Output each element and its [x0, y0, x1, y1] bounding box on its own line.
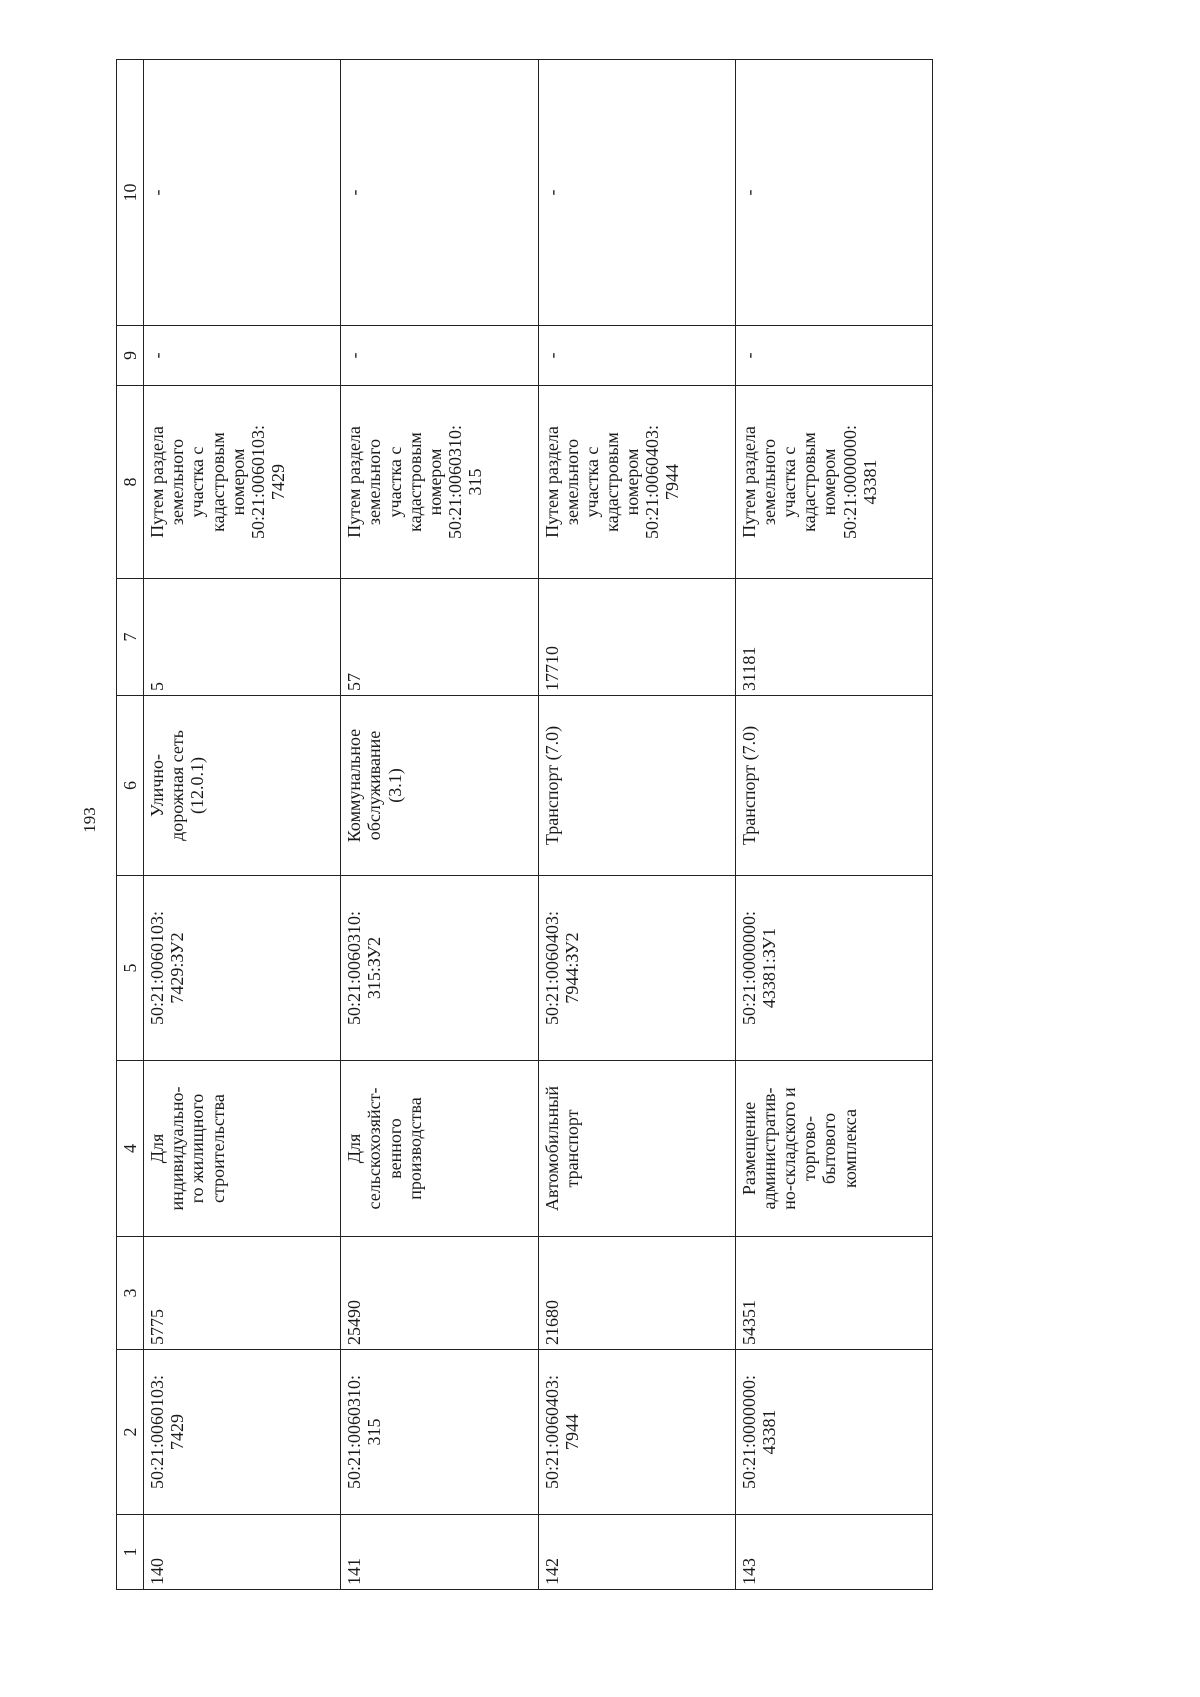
permitted-use-cell: Для индивидуально- го жилищного строительства — [144, 1061, 341, 1237]
use-type-cell: Транспорт (7.0) — [538, 696, 735, 876]
column-9-cell: - — [538, 326, 735, 386]
table-row — [735, 60, 932, 1590]
column-10-cell: - — [735, 60, 932, 326]
cadastral-number-cell: 50:21:0060310: 315 — [341, 1350, 538, 1515]
area-cell: 5775 — [144, 1237, 341, 1350]
header-cell: 8 — [117, 386, 144, 579]
new-area-cell: 5 — [144, 579, 341, 696]
permitted-use-cell: Автомобильный транспорт — [538, 1061, 735, 1237]
table-row — [144, 60, 341, 1590]
column-10-cell: - — [538, 60, 735, 326]
cadastral-number-cell: 50:21:0000000: 43381 — [735, 1350, 932, 1515]
header-cell: 10 — [117, 60, 144, 326]
header-cell: 3 — [117, 1237, 144, 1350]
column-9-cell: - — [341, 326, 538, 386]
header-cell: 2 — [117, 1350, 144, 1515]
new-area-cell: 57 — [341, 579, 538, 696]
use-type-cell: Улично- дорожная сеть (12.0.1) — [144, 696, 341, 876]
header-cell: 9 — [117, 326, 144, 386]
new-area-cell: 31181 — [735, 579, 932, 696]
header-cell: 4 — [117, 1061, 144, 1237]
land-plot-table — [116, 59, 933, 1590]
area-cell: 25490 — [341, 1237, 538, 1350]
row-number-cell: 142 — [538, 1515, 735, 1590]
new-plot-number-cell: 50:21:0000000: 43381:ЗУ1 — [735, 876, 932, 1061]
use-type-cell: Коммунальное обслуживание (3.1) — [341, 696, 538, 876]
page-number: 193 — [80, 807, 99, 833]
table-row — [341, 60, 538, 1590]
formation-method-cell: Путем раздела земельного участка с кадастровым номером 50:21:0060403: 7944 — [538, 386, 735, 579]
cadastral-number-cell: 50:21:0060403: 7944 — [538, 1350, 735, 1515]
permitted-use-cell: Размещение административ- но-складского и торгово- бытового комплекса — [735, 1061, 932, 1237]
header-cell: 5 — [117, 876, 144, 1061]
row-number-cell: 143 — [735, 1515, 932, 1590]
area-cell: 21680 — [538, 1237, 735, 1350]
row-number-cell: 141 — [341, 1515, 538, 1590]
header-cell: 1 — [117, 1515, 144, 1590]
header-cell: 6 — [117, 696, 144, 876]
permitted-use-cell: Для сельскохозяйст- венного производства — [341, 1061, 538, 1237]
formation-method-cell: Путем раздела земельного участка с кадастровым номером 50:21:0000000: 43381 — [735, 386, 932, 579]
use-type-cell: Транспорт (7.0) — [735, 696, 932, 876]
area-cell: 54351 — [735, 1237, 932, 1350]
table-header-row — [117, 60, 144, 1590]
column-10-cell: - — [144, 60, 341, 326]
column-9-cell: - — [735, 326, 932, 386]
new-plot-number-cell: 50:21:0060403: 7944:ЗУ2 — [538, 876, 735, 1061]
table-row — [538, 60, 735, 1590]
new-plot-number-cell: 50:21:0060310: 315:ЗУ2 — [341, 876, 538, 1061]
cadastral-number-cell: 50:21:0060103: 7429 — [144, 1350, 341, 1515]
new-plot-number-cell: 50:21:0060103: 7429:ЗУ2 — [144, 876, 341, 1061]
column-9-cell: - — [144, 326, 341, 386]
header-cell: 7 — [117, 579, 144, 696]
formation-method-cell: Путем раздела земельного участка с кадастровым номером 50:21:0060103: 7429 — [144, 386, 341, 579]
formation-method-cell: Путем раздела земельного участка с кадастровым номером 50:21:0060310: 315 — [341, 386, 538, 579]
new-area-cell: 17710 — [538, 579, 735, 696]
row-number-cell: 140 — [144, 1515, 341, 1590]
column-10-cell: - — [341, 60, 538, 326]
land-plot-table-container — [116, 60, 933, 1590]
